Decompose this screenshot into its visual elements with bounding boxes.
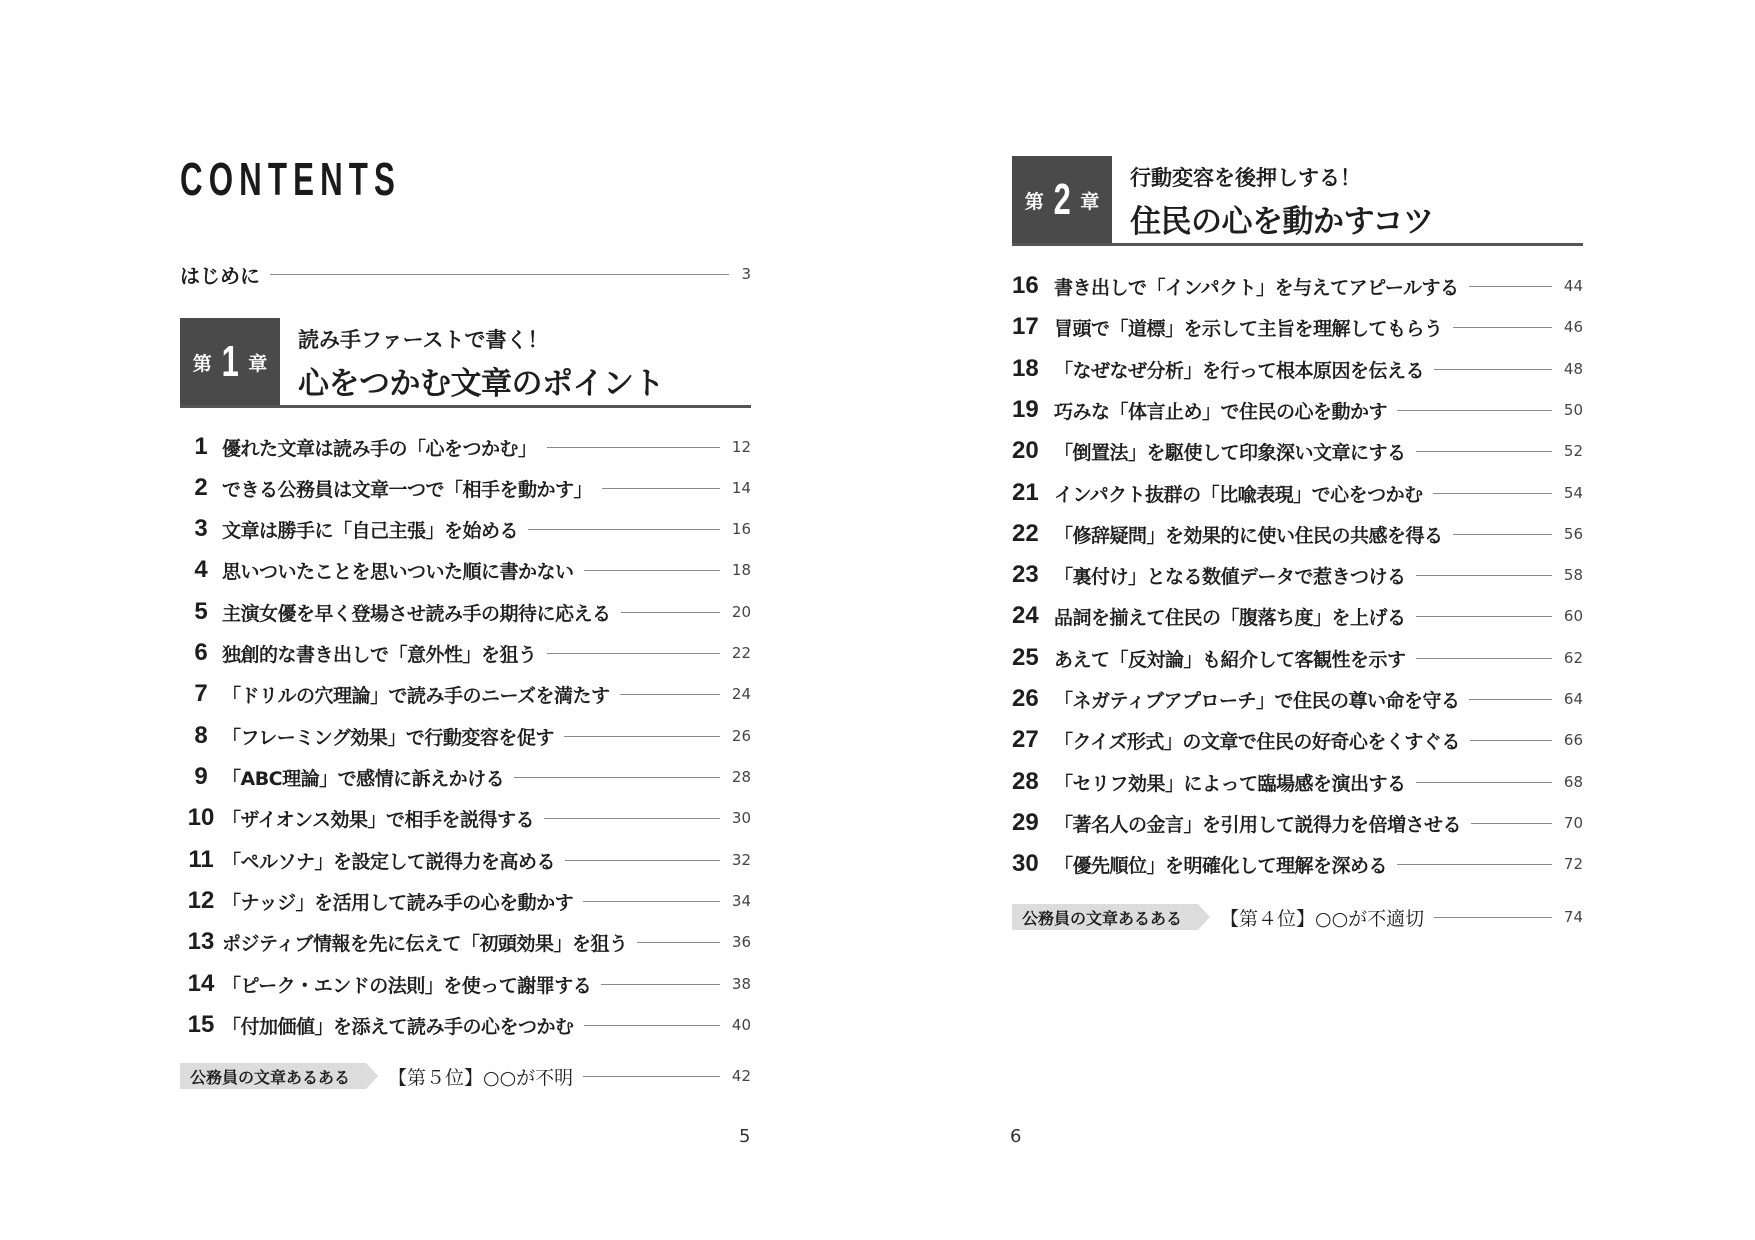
leader-line <box>1397 410 1552 411</box>
entry-title: 「著名人の金言」を引用して説得力を倍増させる <box>1054 813 1462 836</box>
entry-number: 8 <box>194 722 208 749</box>
toc-entry[interactable] <box>1012 681 1583 717</box>
column-title: 【第４位】○○が不適切 <box>1220 907 1425 930</box>
toc-entry[interactable] <box>1012 764 1583 800</box>
leader-line <box>583 1076 720 1077</box>
entry-page-number: 16 <box>731 520 751 538</box>
page-folio: 6 <box>1010 1126 1022 1147</box>
entry-title: 「倒置法」を駆使して印象深い文章にする <box>1054 441 1406 464</box>
leader-line <box>270 274 729 275</box>
toc-entry[interactable] <box>180 966 751 1002</box>
entry-page-number: 14 <box>731 479 751 497</box>
entry-number: 23 <box>1012 561 1039 588</box>
chapter-badge-number: 2 <box>1053 175 1071 224</box>
toc-entry[interactable] <box>1012 309 1583 345</box>
entry-page-number: 70 <box>1563 814 1583 832</box>
entry-title: 「フレーミング効果」で行動変容を促す <box>222 726 554 749</box>
entry-page-number: 12 <box>731 438 751 456</box>
entry-page-number: 66 <box>1563 731 1583 749</box>
leader-line <box>1416 658 1552 659</box>
chapter-badge-prefix: 第 <box>1024 190 1044 213</box>
leader-line <box>564 736 720 737</box>
leader-line <box>1433 493 1552 494</box>
entry-page-number: 36 <box>731 933 751 951</box>
toc-entry[interactable] <box>180 470 751 506</box>
chapter-title: 住民の心を動かすコツ <box>1130 204 1434 240</box>
entry-title: 文章は勝手に「自己主張」を始める <box>222 519 519 542</box>
column-row[interactable] <box>180 1061 751 1091</box>
entry-title: 思いついたことを思いついた順に書かない <box>222 560 574 583</box>
entry-number: 16 <box>1012 272 1039 299</box>
entry-number: 1 <box>194 433 208 460</box>
entry-page-number: 68 <box>1563 773 1583 791</box>
leader-line <box>1471 823 1552 824</box>
entry-page-number: 34 <box>731 892 751 910</box>
entry-title: 「修辞疑問」を効果的に使い住民の共感を得る <box>1054 524 1443 547</box>
toc-entry[interactable] <box>180 635 751 671</box>
entry-title: あえて「反対論」も紹介して客観性を示す <box>1054 648 1406 671</box>
entry-number: 26 <box>1012 685 1039 712</box>
entry-number: 5 <box>194 598 208 625</box>
entry-number: 19 <box>1012 396 1039 423</box>
entry-title: 「付加価値」を添えて読み手の心をつかむ <box>222 1015 574 1038</box>
leader-line <box>565 860 720 861</box>
entry-number: 4 <box>194 556 208 583</box>
chapter-rule <box>180 405 751 408</box>
leader-line <box>1453 327 1552 328</box>
entry-page-number: 32 <box>731 851 751 869</box>
leader-line <box>602 488 720 489</box>
leader-line <box>1434 369 1552 370</box>
toc-entry[interactable] <box>180 883 751 919</box>
entry-number: 13 <box>187 928 215 955</box>
column-title: 【第５位】○○が不明 <box>388 1066 574 1089</box>
entry-page-number: 24 <box>731 685 751 703</box>
toc-entry[interactable] <box>180 511 751 547</box>
entry-title: ポジティブ情報を先に伝えて「初頭効果」を狙う <box>222 932 628 955</box>
entry-title: 「ドリルの穴理論」で読み手のニーズを満たす <box>222 684 610 707</box>
leader-line <box>1416 616 1552 617</box>
toc-entry[interactable] <box>1012 475 1583 511</box>
toc-entry[interactable] <box>180 759 751 795</box>
column-badge: 公務員の文章あるある <box>1012 904 1198 930</box>
entry-page-number: 26 <box>731 727 751 745</box>
entry-number: 24 <box>1012 602 1039 629</box>
intro-page-number: 3 <box>741 265 751 283</box>
entry-number: 30 <box>1012 850 1039 877</box>
leader-line <box>1434 917 1552 918</box>
entry-page-number: 64 <box>1563 690 1583 708</box>
leader-line <box>584 1025 720 1026</box>
entry-number: 22 <box>1012 520 1039 547</box>
leader-line <box>637 942 719 943</box>
leader-line <box>1416 782 1552 783</box>
entry-number: 14 <box>187 970 215 997</box>
entry-number: 10 <box>187 804 215 831</box>
entry-number: 12 <box>187 887 215 914</box>
chapter-subtitle: 行動変容を後押しする！ <box>1130 166 1361 190</box>
entry-title: 「セリフ効果」によって臨場感を演出する <box>1054 772 1406 795</box>
toc-entry[interactable] <box>180 429 751 465</box>
entry-page-number: 18 <box>731 561 751 579</box>
entry-page-number: 40 <box>731 1016 751 1034</box>
entry-title: 「クイズ形式」の文章で住民の好奇心をくすぐる <box>1054 730 1460 753</box>
entry-page-number: 22 <box>731 644 751 662</box>
chapter-badge-number: 1 <box>221 337 239 386</box>
entry-title: 「ピーク・エンドの法則」を使って謝罪する <box>222 974 592 997</box>
toc-entry[interactable] <box>1012 351 1583 387</box>
entry-title: 「ABC理論」で感情に訴えかける <box>222 767 505 790</box>
entry-number: 6 <box>194 639 208 666</box>
entry-number: 25 <box>1012 644 1039 671</box>
toc-entry[interactable] <box>180 842 751 878</box>
entry-number: 29 <box>1012 809 1039 836</box>
leader-line <box>1469 699 1551 700</box>
toc-entry[interactable] <box>180 552 751 588</box>
entry-number: 3 <box>194 515 208 542</box>
column-page-number: 74 <box>1563 908 1583 926</box>
entry-title: 巧みな「体言止め」で住民の心を動かす <box>1054 400 1388 423</box>
entry-page-number: 60 <box>1563 607 1583 625</box>
toc-entry[interactable] <box>1012 557 1583 593</box>
chapter-badge-suffix: 章 <box>1080 190 1100 213</box>
leader-line <box>528 529 720 530</box>
page-folio: 5 <box>739 1126 751 1147</box>
entry-number: 21 <box>1012 479 1039 506</box>
leader-line <box>620 694 720 695</box>
toc-entry[interactable] <box>180 1007 751 1043</box>
leader-line <box>1470 740 1552 741</box>
entry-number: 15 <box>187 1011 215 1038</box>
entry-number: 27 <box>1012 726 1039 753</box>
toc-entry[interactable] <box>1012 805 1583 841</box>
entry-title: 「なぜなぜ分析」を行って根本原因を伝える <box>1054 359 1425 382</box>
entry-number: 9 <box>194 763 208 790</box>
entry-title: 「ザイオンス効果」で相手を説得する <box>222 808 535 831</box>
leader-line <box>584 570 720 571</box>
leader-line <box>1469 286 1552 287</box>
entry-title: 冒頭で「道標」を示して主旨を理解してもらう <box>1054 317 1443 340</box>
entry-page-number: 50 <box>1563 401 1583 419</box>
chapter-title: 心をつかむ文章のポイント <box>298 366 664 402</box>
column-row[interactable] <box>1012 902 1583 932</box>
chapter-badge <box>1012 156 1112 244</box>
entry-page-number: 46 <box>1563 318 1583 336</box>
column-page-number: 42 <box>731 1067 751 1085</box>
entry-title: 「優先順位」を明確化して理解を深める <box>1054 854 1388 877</box>
entry-title: 主演女優を早く登場させ読み手の期待に応える <box>222 602 611 625</box>
chapter-1-header <box>180 318 751 408</box>
chapter-badge <box>180 318 280 406</box>
left-page <box>0 0 877 1240</box>
entry-page-number: 56 <box>1563 525 1583 543</box>
entry-number: 20 <box>1012 437 1039 464</box>
entry-page-number: 28 <box>731 768 751 786</box>
entry-page-number: 48 <box>1563 360 1583 378</box>
entry-page-number: 58 <box>1563 566 1583 584</box>
entry-number: 7 <box>194 680 208 707</box>
entry-title: 「ナッジ」を活用して読み手の心を動かす <box>222 891 574 914</box>
entry-title: インパクト抜群の「比喩表現」で心をつかむ <box>1054 483 1423 506</box>
toc-entry[interactable] <box>180 718 751 754</box>
entry-title: 書き出しで「インパクト」を与えてアピールする <box>1054 276 1459 299</box>
toc-entry[interactable] <box>1012 598 1583 634</box>
chapter-rule <box>1012 243 1583 246</box>
toc-intro-row[interactable] <box>180 256 751 292</box>
chapter-subtitle: 読み手ファーストで書く！ <box>298 328 549 352</box>
right-page <box>877 0 1755 1240</box>
entry-page-number: 54 <box>1563 484 1583 502</box>
toc-entry[interactable] <box>180 676 751 712</box>
leader-line <box>1416 575 1552 576</box>
entry-title: 独創的な書き出しで「意外性」を狙う <box>222 643 537 666</box>
toc-entry[interactable] <box>180 924 751 960</box>
entry-title: できる公務員は文章一つで「相手を動かす」 <box>222 478 593 501</box>
entry-title: 品詞を揃えて住民の「腹落ち度」を上げる <box>1054 606 1406 629</box>
toc-entry[interactable] <box>1012 268 1583 304</box>
entry-title: 「ペルソナ」を設定して説得力を高める <box>222 850 556 873</box>
entry-number: 17 <box>1012 313 1039 340</box>
toc-entry[interactable] <box>1012 516 1583 552</box>
leader-line <box>601 984 720 985</box>
leader-line <box>1416 451 1552 452</box>
toc-entry[interactable] <box>180 800 751 836</box>
toc-entry[interactable] <box>1012 640 1583 676</box>
leader-line <box>547 653 720 654</box>
entry-title: 「裏付け」となる数値データで惹きつける <box>1054 565 1406 588</box>
toc-entry[interactable] <box>1012 392 1583 428</box>
chapter-2-header <box>1012 156 1583 246</box>
entry-number: 18 <box>1012 355 1039 382</box>
entry-page-number: 38 <box>731 975 751 993</box>
leader-line <box>583 901 720 902</box>
entry-page-number: 44 <box>1563 277 1583 295</box>
leader-line <box>1453 534 1552 535</box>
contents-title: CONTENTS <box>180 153 401 205</box>
leader-line <box>514 777 720 778</box>
leader-line <box>544 818 720 819</box>
entry-number: 2 <box>194 474 208 501</box>
entry-page-number: 52 <box>1563 442 1583 460</box>
entry-page-number: 72 <box>1563 855 1583 873</box>
entry-number: 28 <box>1012 768 1039 795</box>
toc-entry[interactable] <box>1012 846 1583 882</box>
leader-line <box>621 612 720 613</box>
entry-title: 「ネガティブアプローチ」で住民の尊い命を守る <box>1054 689 1460 712</box>
entry-page-number: 30 <box>731 809 751 827</box>
toc-entry[interactable] <box>1012 433 1583 469</box>
toc-entry[interactable] <box>180 594 751 630</box>
leader-line <box>547 447 720 448</box>
column-badge: 公務員の文章あるある <box>180 1063 366 1089</box>
entry-page-number: 62 <box>1563 649 1583 667</box>
entry-title: 優れた文章は読み手の「心をつかむ」 <box>222 437 537 460</box>
toc-entry[interactable] <box>1012 722 1583 758</box>
intro-label: はじめに <box>180 263 260 288</box>
chapter-badge-suffix: 章 <box>248 352 268 375</box>
entry-page-number: 20 <box>731 603 751 621</box>
entry-number: 11 <box>188 846 214 873</box>
leader-line <box>1397 864 1552 865</box>
chapter-badge-prefix: 第 <box>192 352 212 375</box>
